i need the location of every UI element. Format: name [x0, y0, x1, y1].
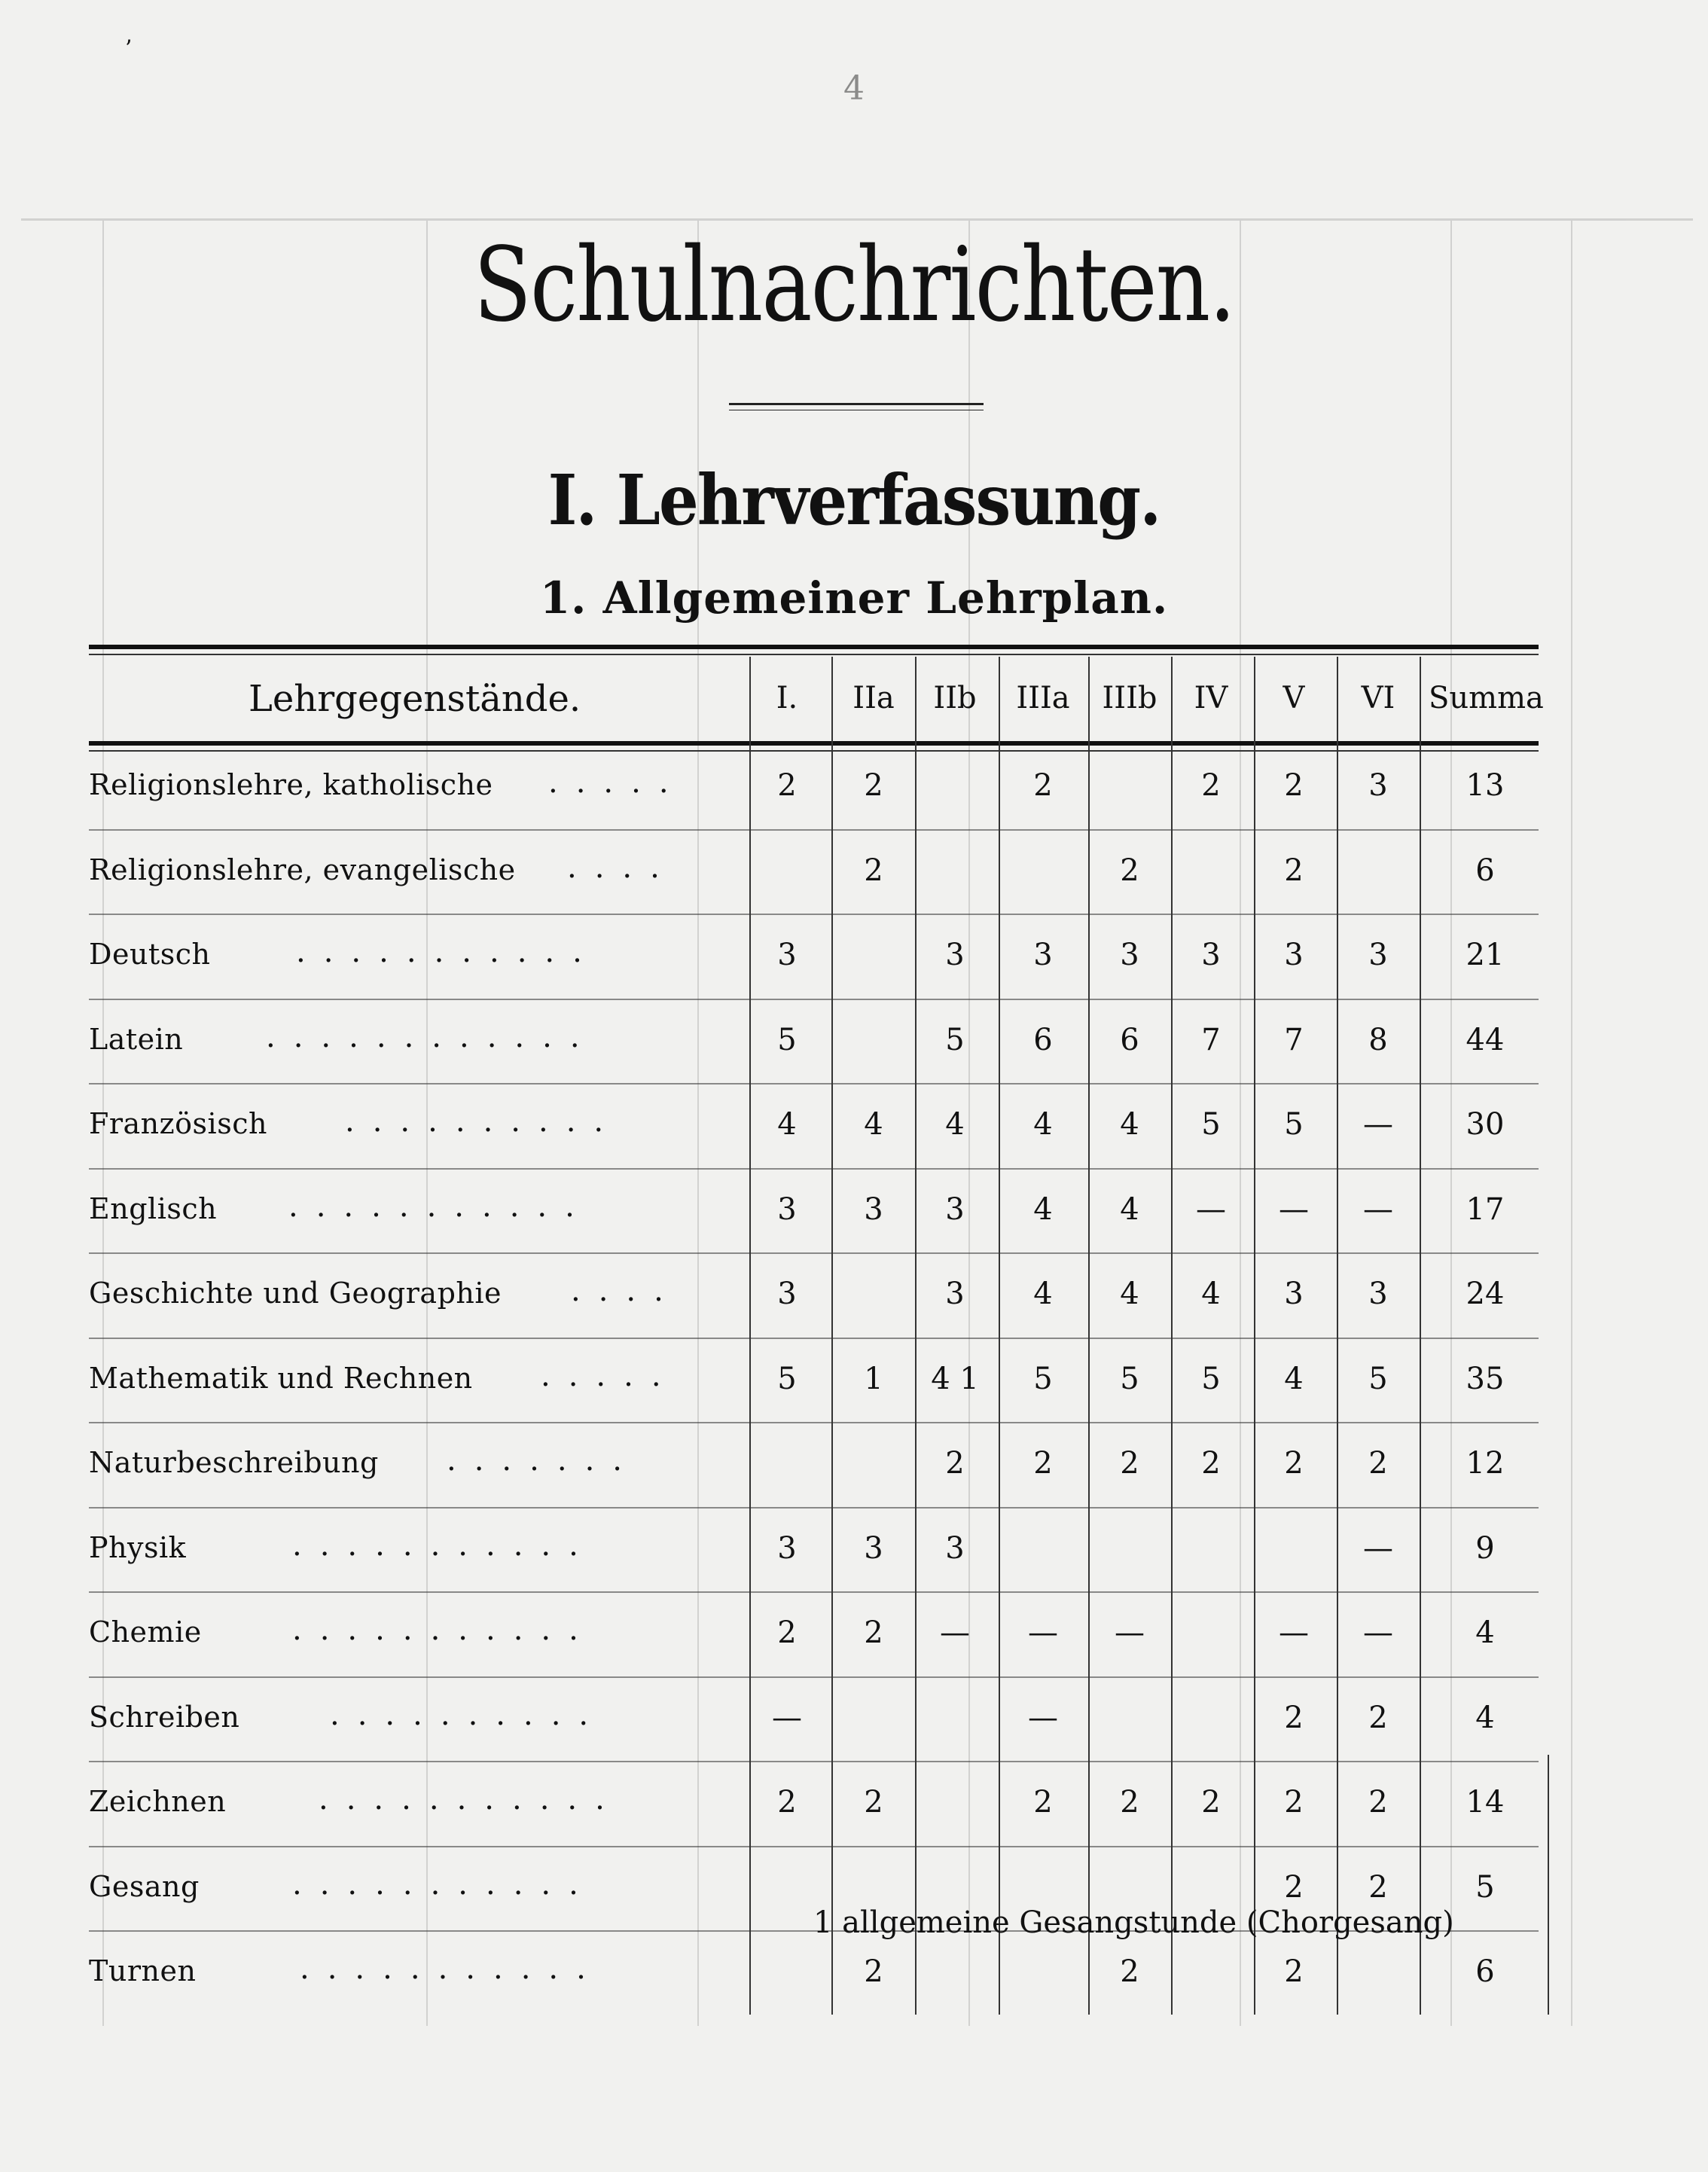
subject-label: Englisch: [89, 1191, 218, 1225]
row-sum: 9: [1475, 1530, 1495, 1566]
cell-value: 6: [1033, 1022, 1053, 1057]
dot-leader: .....: [548, 765, 687, 800]
cell-value: —: [1363, 1191, 1393, 1227]
subject-label: Gesang: [89, 1869, 200, 1903]
header-class-8: Summa: [1429, 681, 1544, 715]
cell-value: 2: [1201, 1446, 1221, 1481]
subject-label: Französisch: [89, 1107, 267, 1140]
subject-label: Physik: [89, 1530, 187, 1564]
cell-value: 3: [1284, 938, 1304, 972]
row-sum: 4: [1475, 1615, 1495, 1650]
subject-label: Latein: [89, 1022, 184, 1056]
section-heading: I. Lehrverfassung.: [547, 459, 1161, 541]
cell-value: 2: [1284, 1785, 1304, 1820]
subject-label: Geschichte und Geographie: [89, 1277, 502, 1310]
cell-value: —: [1279, 1191, 1309, 1227]
subject-label: Zeichnen: [89, 1785, 227, 1818]
cell-value: 3: [1033, 938, 1053, 972]
row-separator: [89, 1083, 1539, 1084]
dot-leader: ..........: [345, 1104, 622, 1139]
cell-value: 2: [1284, 1954, 1304, 1989]
subject-label: Deutsch: [89, 938, 211, 971]
row-separator: [89, 1422, 1539, 1423]
subject-label: Turnen: [89, 1954, 197, 1987]
cell-value: 4: [1033, 1107, 1053, 1142]
header-subject: Lehrgegenstände.: [249, 678, 581, 720]
cell-value: 5: [1120, 1361, 1139, 1396]
cell-value: 2: [1368, 1785, 1388, 1820]
cell-value: 2: [1033, 1446, 1053, 1481]
cell-value: 2: [1284, 1700, 1304, 1735]
cell-value: 3: [945, 1191, 965, 1227]
row-sum: 6: [1475, 1954, 1495, 1989]
header-class-2: IIb: [933, 681, 977, 715]
cell-value: 2: [945, 1446, 965, 1481]
cell-value: 3: [777, 938, 797, 972]
subject-label: Naturbeschreibung: [89, 1446, 379, 1479]
cell-value: 7: [1201, 1022, 1221, 1057]
row-sum: 35: [1466, 1361, 1505, 1396]
cell-value: —: [1363, 1615, 1393, 1650]
cell-value: 2: [1033, 1785, 1053, 1820]
subject-label: Religionslehre, katholische: [89, 768, 493, 801]
row-sum: 17: [1466, 1191, 1505, 1227]
row-sum: 13: [1466, 768, 1505, 803]
header-class-6: V: [1283, 681, 1305, 715]
row-sum: 14: [1466, 1785, 1505, 1820]
column-divider: [999, 657, 1000, 2015]
cell-value: 4: [945, 1107, 965, 1142]
cell-value: 2: [1120, 1954, 1139, 1989]
cell-value: 3: [777, 1191, 797, 1227]
cell-value: 2: [1368, 1446, 1388, 1481]
cell-value: 2: [1284, 853, 1304, 888]
row-separator: [89, 999, 1539, 1000]
dot-leader: ....: [567, 850, 678, 885]
cell-value: 2: [1201, 1785, 1221, 1820]
cell-value: 5: [1284, 1107, 1304, 1142]
dot-leader: ...........: [296, 935, 600, 969]
cell-value: —: [1363, 1530, 1393, 1566]
table-top-rule-thin: [89, 654, 1539, 655]
cell-value: —: [1279, 1615, 1309, 1650]
cell-value: 3: [1201, 938, 1221, 972]
row-sum: 30: [1466, 1107, 1505, 1142]
table-header-rule: [89, 741, 1539, 746]
cell-value: 2: [1033, 768, 1053, 803]
cell-value: 2: [1284, 1869, 1304, 1905]
row-separator: [89, 1676, 1539, 1678]
cell-value: 3: [1120, 938, 1139, 972]
cell-value: 2: [1201, 768, 1221, 803]
cell-value: 2: [864, 768, 883, 803]
header-class-5: IV: [1194, 681, 1228, 715]
row-sum: 21: [1466, 938, 1505, 972]
column-divider: [1420, 657, 1421, 2015]
cell-value: 1: [864, 1361, 883, 1396]
cell-value: 3: [945, 938, 965, 972]
cell-value: 3: [1368, 768, 1388, 803]
row-separator: [89, 914, 1539, 915]
dot-leader: ....: [571, 1274, 682, 1308]
cell-value: 3: [864, 1191, 883, 1227]
cell-value: 3: [864, 1530, 883, 1566]
cell-value: 5: [777, 1022, 797, 1057]
cell-value: 2: [1284, 768, 1304, 803]
cell-value: —: [1115, 1615, 1145, 1650]
cell-value: 2: [864, 853, 883, 888]
cell-value: 2: [777, 1785, 797, 1820]
subject-label: Chemie: [89, 1615, 202, 1649]
cell-value: 3: [945, 1277, 965, 1311]
cell-value: 5: [945, 1022, 965, 1057]
table-header-rule-thin: [89, 750, 1539, 752]
dot-leader: ...........: [292, 1866, 596, 1902]
dot-leader: ...........: [288, 1188, 593, 1224]
cell-value: 3: [777, 1277, 797, 1311]
cell-value: 4: [1284, 1361, 1304, 1396]
dot-leader: ..........: [330, 1697, 607, 1732]
cell-value: 2: [1120, 853, 1139, 888]
table-top-rule: [89, 645, 1539, 649]
cell-value: —: [1028, 1615, 1058, 1650]
cell-value: 2: [1284, 1446, 1304, 1481]
cell-value: 4: [1033, 1277, 1053, 1311]
header-class-1: IIa: [852, 681, 895, 715]
column-divider: [1548, 1755, 1549, 2015]
dot-leader: .......: [447, 1443, 641, 1478]
header-class-4: IIIb: [1102, 681, 1157, 715]
cell-value: 3: [945, 1530, 965, 1566]
row-separator: [89, 829, 1539, 831]
row-sum: 24: [1466, 1277, 1505, 1311]
column-divider: [915, 657, 917, 2015]
row-separator: [89, 1338, 1539, 1339]
cell-value: 2: [1368, 1700, 1388, 1735]
cell-value: 2: [777, 768, 797, 803]
cell-value: 7: [1284, 1022, 1304, 1057]
page-number: 4: [843, 69, 865, 108]
dot-leader: ...........: [300, 1951, 604, 1986]
cell-value: 6: [1120, 1022, 1139, 1057]
row-separator: [89, 1507, 1539, 1509]
cell-value: 2: [864, 1615, 883, 1650]
cell-value: —: [940, 1615, 970, 1650]
cell-value: 2: [1120, 1446, 1139, 1481]
header-class-0: I.: [776, 681, 798, 715]
cell-value: 5: [1368, 1361, 1388, 1396]
cell-value: —: [1028, 1700, 1058, 1735]
cell-value: 4: [864, 1107, 883, 1142]
dot-leader: ............: [266, 1019, 598, 1054]
cell-value: 3: [1368, 1277, 1388, 1311]
cell-value: 4: [1201, 1277, 1221, 1311]
header-class-3: IIIa: [1016, 681, 1070, 715]
cell-value: 5: [1201, 1107, 1221, 1142]
cell-value: 3: [777, 1530, 797, 1566]
header-class-7: VI: [1361, 681, 1395, 715]
dot-leader: .....: [541, 1358, 679, 1393]
cell-value: 5: [1033, 1361, 1053, 1396]
cell-value: 3: [1284, 1277, 1304, 1311]
row-sum: 5: [1475, 1869, 1495, 1905]
subject-label: Schreiben: [89, 1700, 240, 1734]
row-sum: 44: [1466, 1022, 1505, 1057]
title-rule: [729, 403, 984, 405]
cell-value: —: [1196, 1191, 1226, 1227]
cell-value: 2: [777, 1615, 797, 1650]
cell-value: 4: [1033, 1191, 1053, 1227]
cell-value: 2: [1120, 1785, 1139, 1820]
row-separator: [89, 1761, 1539, 1762]
subsection-heading: 1. Allgemeiner Lehrplan.: [539, 572, 1169, 624]
cell-value: 2: [864, 1954, 883, 1989]
cell-value: 3: [1368, 938, 1388, 972]
row-separator: [89, 1168, 1539, 1170]
cell-value: —: [1363, 1107, 1393, 1142]
singing-note: 1 allgemeine Gesangstunde (Chorgesang): [813, 1905, 1454, 1940]
dot-leader: ...........: [292, 1527, 596, 1563]
row-sum: 12: [1466, 1446, 1505, 1481]
cell-value: —: [772, 1700, 802, 1735]
cell-value: 4: [777, 1107, 797, 1142]
cell-value: 2: [864, 1785, 883, 1820]
row-separator: [89, 1846, 1539, 1847]
row-sum: 6: [1475, 853, 1495, 888]
dot-leader: ...........: [319, 1782, 623, 1817]
page-title: Schulnachrichten.: [473, 226, 1235, 345]
row-separator: [89, 1591, 1539, 1593]
cell-value: 5: [777, 1361, 797, 1396]
cell-value: 4: [1120, 1191, 1139, 1227]
dot-leader: ...........: [292, 1612, 596, 1647]
cell-value: 4: [1120, 1277, 1139, 1311]
print-mark: ʼ: [124, 36, 132, 63]
cell-value: 5: [1201, 1361, 1221, 1396]
cell-value: 2: [1368, 1869, 1388, 1905]
cell-value: 4 1: [931, 1361, 979, 1396]
subject-label: Mathematik und Rechnen: [89, 1361, 473, 1395]
cell-value: 8: [1368, 1022, 1388, 1057]
row-separator: [89, 1252, 1539, 1254]
cell-value: 4: [1120, 1107, 1139, 1142]
subject-label: Religionslehre, evangelische: [89, 853, 516, 886]
row-sum: 4: [1475, 1700, 1495, 1735]
